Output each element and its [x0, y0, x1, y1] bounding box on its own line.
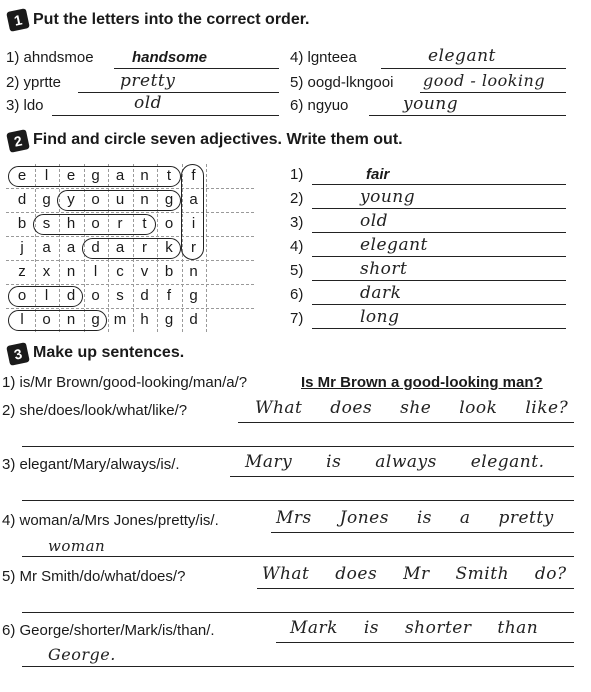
s3-extra-line-2 [22, 446, 574, 447]
grid-letter: l [44, 287, 49, 304]
answer-line [312, 328, 566, 329]
grid-letter: i [191, 215, 196, 232]
s3-answer-2: What does she look like? [255, 398, 569, 418]
answer-number: 2) [290, 190, 304, 207]
s1-answer-line-4 [381, 68, 566, 69]
grid-letter: z [18, 263, 26, 280]
grid-letter: h [140, 311, 149, 328]
section-3-number-badge: 3 [6, 342, 30, 366]
grid-letter: x [42, 263, 51, 280]
grid-letter: o [91, 191, 100, 208]
s3-prompt-1: 1) is/Mr Brown/good-looking/man/a/? [2, 374, 248, 391]
grid-letter: l [20, 311, 24, 328]
s3-answer-5: What does Mr Smith do? [262, 564, 567, 584]
grid-letter: o [42, 311, 51, 328]
answer-number: 6) [290, 286, 304, 303]
answer-word: dark [360, 283, 402, 303]
circled-word [57, 190, 181, 211]
grid-letter: c [116, 263, 124, 280]
s1-answer-2: pretty [120, 71, 176, 91]
s1-answer-3: old [134, 93, 163, 113]
grid-letter: n [189, 263, 198, 280]
grid-letter: k [165, 239, 173, 256]
answer-word: old [360, 211, 389, 231]
grid-letter: o [17, 287, 27, 304]
grid-letter: o [91, 287, 100, 304]
grid-letter: d [189, 311, 198, 328]
section-1-number-badge: 1 [6, 8, 30, 32]
s1-answer-line-3 [52, 115, 279, 116]
s1-answer-4: elegant [428, 46, 496, 66]
s3-prompt-2: 2) she/does/look/what/like/? [2, 402, 188, 419]
grid-letter: n [140, 191, 149, 208]
grid-letter: o [164, 215, 174, 232]
grid-letter: n [66, 263, 76, 280]
s3-continuation-6: George. [48, 645, 116, 664]
s1-prompt-1: 1) ahndsmoe [6, 49, 94, 66]
s1-prompt-3: 3) ldo [6, 97, 44, 114]
grid-letter: g [164, 311, 174, 328]
grid-letter: u [115, 191, 125, 208]
s1-prompt-5: 5) oogd-lkngooi [290, 74, 394, 91]
section-2-number-badge: 2 [6, 129, 30, 153]
answer-line [312, 256, 566, 257]
s3-answer-line-6 [276, 642, 574, 643]
s1-answer-1: handsome [132, 49, 208, 66]
s3-answer-1: Is Mr Brown a good-looking man? [301, 374, 543, 391]
grid-letter: r [191, 239, 196, 256]
grid-line-v [206, 164, 207, 332]
s1-answer-5: good - looking [423, 71, 546, 90]
s3-answer-4: Mrs Jones is a pretty [276, 508, 554, 528]
grid-letter: d [140, 287, 149, 304]
grid-letter: g [164, 191, 174, 208]
answer-number: 3) [290, 214, 304, 231]
grid-letter: a [115, 167, 125, 184]
section-3-title: Make up sentences. [33, 344, 185, 361]
grid-letter: l [93, 263, 98, 280]
grid-letter: a [189, 191, 198, 208]
s1-answer-line-5 [420, 92, 566, 93]
s3-extra-line-3 [22, 500, 574, 501]
s3-continuation-4: woman [48, 537, 106, 555]
answer-number: 1) [290, 166, 304, 183]
grid-letter: t [166, 167, 172, 184]
s3-answer-line-2 [238, 422, 574, 423]
s3-extra-line-6 [22, 666, 574, 667]
s3-prompt-6: 6) George/shorter/Mark/is/than/. [2, 622, 215, 639]
grid-letter: d [66, 287, 76, 304]
s1-answer-6: young [403, 94, 459, 114]
grid-letter: a [66, 239, 76, 256]
grid-letter: o [91, 215, 100, 232]
grid-letter: g [189, 287, 198, 304]
s3-prompt-4: 4) woman/a/Mrs Jones/pretty/is/. [2, 512, 219, 529]
grid-letter: s [42, 215, 51, 232]
s3-answer-6: Mark is shorter than [290, 618, 539, 638]
circled-word [8, 286, 83, 307]
grid-letter: n [140, 167, 149, 184]
word-search-grid [6, 164, 254, 332]
grid-letter: g [91, 167, 100, 184]
grid-letter: f [166, 287, 172, 304]
circled-word [8, 310, 107, 331]
circled-word-vertical [181, 164, 205, 260]
s1-prompt-6: 6) ngyuo [290, 97, 349, 114]
circled-word [82, 238, 181, 259]
answer-line [312, 280, 566, 281]
grid-letter: y [67, 191, 75, 208]
s1-prompt-2: 2) yprtte [6, 74, 62, 91]
answer-word: young [360, 187, 416, 207]
s3-answer-3: Mary is always elegant. [245, 452, 545, 472]
grid-letter: a [42, 239, 51, 256]
answer-number: 4) [290, 238, 304, 255]
grid-letter: g [42, 191, 51, 208]
section-2-title: Find and circle seven adjectives. Write them out. [33, 131, 403, 148]
answer-line [312, 184, 566, 185]
grid-letter: d [17, 191, 27, 208]
grid-letter: d [91, 239, 100, 256]
s3-answer-line-4 [271, 532, 574, 533]
circled-word [8, 166, 181, 187]
grid-letter: r [142, 239, 147, 256]
grid-letter: r [117, 215, 123, 232]
s3-prompt-3: 3) elegant/Mary/always/is/. [2, 456, 180, 473]
grid-letter: t [142, 215, 147, 232]
answer-line [312, 232, 566, 233]
grid-letter: v [140, 263, 149, 280]
answer-word: long [360, 307, 400, 327]
circled-word [33, 214, 157, 235]
grid-letter: b [164, 263, 174, 280]
answer-line [312, 304, 566, 305]
s3-prompt-5: 5) Mr Smith/do/what/does/? [2, 568, 186, 585]
s3-extra-line-5 [22, 612, 574, 613]
s1-answer-line-2 [78, 92, 279, 93]
answer-word: short [360, 259, 408, 279]
grid-letter: j [20, 239, 24, 256]
s3-extra-line-4 [22, 556, 574, 557]
answer-word: fair [366, 166, 390, 183]
grid-letter: a [115, 239, 125, 256]
grid-letter: f [191, 167, 196, 184]
section-1-title: Put the letters into the correct order. [33, 11, 310, 28]
answer-number: 5) [290, 262, 304, 279]
s1-answer-line-6 [369, 115, 566, 116]
grid-letter: e [66, 167, 76, 184]
s1-prompt-4: 4) lgnteea [290, 49, 357, 66]
answer-word: elegant [360, 235, 428, 255]
answer-number: 7) [290, 310, 304, 327]
s1-answer-line-1 [114, 68, 279, 69]
grid-letter: n [66, 311, 76, 328]
grid-letter: s [116, 287, 124, 304]
grid-letter: m [113, 311, 127, 328]
s3-answer-line-3 [230, 476, 574, 477]
grid-letter: l [44, 167, 49, 184]
answer-line [312, 208, 566, 209]
s3-answer-line-5 [257, 588, 574, 589]
grid-letter: e [17, 167, 27, 184]
grid-letter: b [17, 215, 27, 232]
grid-letter: h [66, 215, 76, 232]
grid-letter: g [91, 311, 100, 328]
